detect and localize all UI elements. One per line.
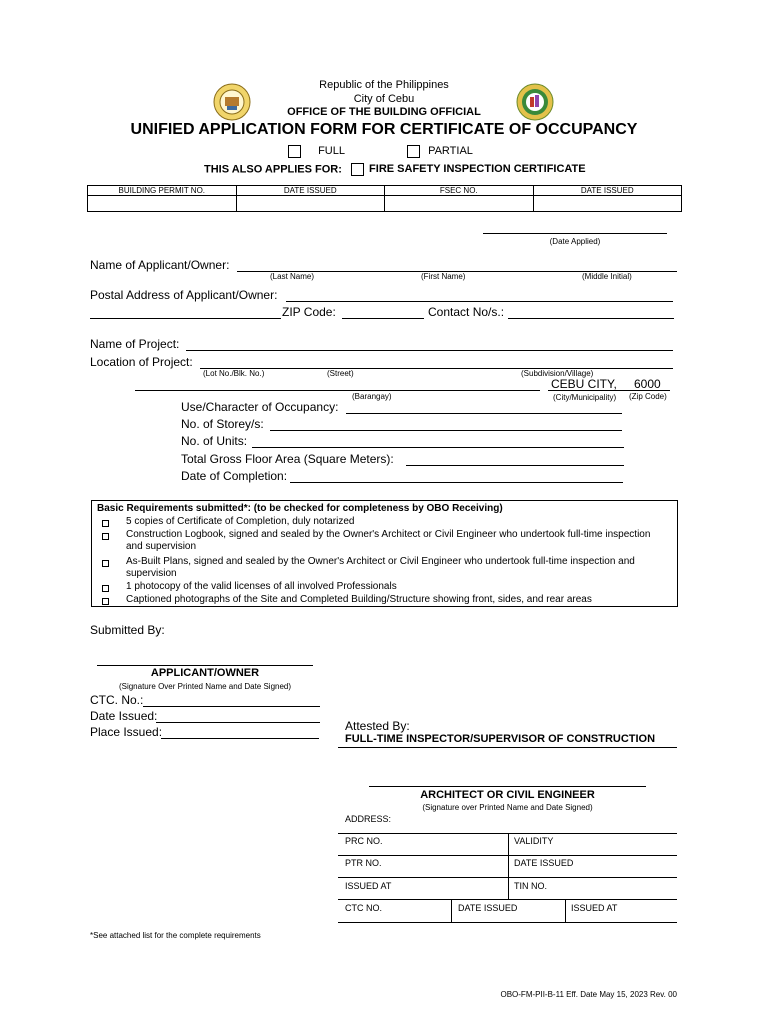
applicant-owner-role: APPLICANT/OWNER [150, 667, 260, 679]
contact-label: Contact No/s.: [428, 305, 505, 319]
requirement-checkbox[interactable] [102, 520, 109, 527]
submitted-by-label: Submitted By: [90, 623, 165, 637]
completion-field[interactable] [290, 482, 623, 483]
prc-label: PRC NO. [345, 836, 383, 846]
requirement-checkbox[interactable] [102, 598, 109, 605]
permit-header-fsec: FSEC NO. [385, 186, 534, 196]
page-title: UNIFIED APPLICATION FORM FOR CERTIFICATE OF OCCUPANCY [130, 121, 638, 138]
address-label: ADDRESS: [345, 814, 392, 824]
footnote: *See attached list for the complete requirements [90, 931, 261, 940]
ptr-label: PTR NO. [345, 858, 382, 868]
date-applied-caption: (Date Applied) [549, 237, 601, 246]
applicant-name-label: Name of Applicant/Owner: [90, 258, 230, 272]
floor-area-label: Total Gross Floor Area (Square Meters): [181, 452, 394, 466]
divider [508, 834, 509, 855]
partial-checkbox[interactable] [407, 145, 420, 158]
completion-label: Date of Completion: [181, 469, 288, 483]
inspector-role: FULL-TIME INSPECTOR/SUPERVISOR OF CONSTRUCTION [345, 733, 656, 745]
ctc-no-label: CTC NO. [345, 903, 382, 913]
requirement-text: 5 copies of Certificate of Completion, duly notarized [126, 516, 355, 527]
subdivision-caption: (Subdivision/Village) [521, 369, 594, 378]
city-text: City of Cebu [353, 93, 415, 105]
contact-field[interactable] [508, 318, 674, 319]
full-option[interactable] [288, 145, 345, 158]
also-applies-label: THIS ALSO APPLIES FOR: [204, 163, 342, 176]
permit-header-date-issued-2: DATE ISSUED [533, 186, 682, 196]
ctc-label: CTC. No.: [90, 693, 144, 707]
fsic-checkbox[interactable] [351, 163, 364, 176]
ctc-field-row[interactable] [338, 922, 677, 923]
applicant-signature-line[interactable] [97, 665, 313, 666]
full-label: FULL [318, 145, 345, 158]
attested-by-label: Attested By: [345, 719, 410, 733]
fsic-label: FIRE SAFETY INSPECTION CERTIFICATE [369, 163, 586, 176]
requirement-text: As-Built Plans, signed and sealed by the Owner's Architect or Civil Engineer who undertook full-time inspection and supervision [126, 556, 635, 579]
issued-at-label: ISSUED AT [345, 881, 392, 891]
divider [565, 900, 566, 922]
postal-address-field[interactable] [286, 301, 673, 302]
project-name-label: Name of Project: [90, 337, 180, 351]
zip-code-field[interactable] [342, 318, 424, 319]
engineer-signature-line[interactable] [369, 786, 646, 787]
permit-table [87, 185, 682, 212]
postal-address-label: Postal Address of Applicant/Owner: [90, 288, 278, 302]
zip-value: 6000 [634, 377, 661, 391]
city-value: CEBU CITY, [551, 377, 617, 391]
date-applied-line[interactable] [483, 233, 667, 234]
partial-option[interactable] [407, 145, 473, 158]
requirement-checkbox[interactable] [102, 585, 109, 592]
permit-header-building-permit: BUILDING PERMIT NO. [88, 186, 237, 196]
applicant-sig-caption: (Signature Over Printed Name and Date Signed) [118, 682, 292, 691]
requirement-text: Captioned photographs of the Site and Completed Building/Structure showing front, sides, and rear areas [126, 594, 592, 605]
requirement-checkbox[interactable] [102, 533, 109, 540]
building-permit-cell[interactable] [88, 196, 237, 212]
date-issued-label: Date Issued: [90, 709, 158, 723]
office-text: OFFICE OF THE BUILDING OFFICIAL [287, 106, 481, 118]
partial-label: PARTIAL [428, 145, 473, 158]
barangay-field[interactable] [135, 390, 540, 391]
occupancy-label: Use/Character of Occupancy: [181, 400, 339, 414]
issued-at-tin-field[interactable] [338, 899, 677, 900]
date-issued-cell[interactable] [236, 196, 385, 212]
date-issued-field[interactable] [156, 722, 320, 723]
city-zip-line [548, 390, 670, 391]
occupancy-field[interactable] [346, 413, 622, 414]
full-checkbox[interactable] [288, 145, 301, 158]
date-issued-cell-2[interactable] [533, 196, 682, 212]
ctc-date-issued-label: DATE ISSUED [458, 903, 518, 913]
form-code: OBO-FM-PII-B-11 Eff. Date May 15, 2023 Rev. 00 [500, 990, 677, 999]
ctc-field[interactable] [143, 706, 320, 707]
zip-code-caption: (Zip Code) [629, 392, 667, 401]
street-caption: (Street) [327, 369, 354, 378]
project-name-field[interactable] [186, 350, 673, 351]
requirements-box [91, 500, 678, 607]
requirement-text: 1 photocopy of the valid licenses of all involved Professionals [126, 581, 397, 592]
project-location-label: Location of Project: [90, 355, 193, 369]
republic-text: Republic of the Philippines [319, 79, 449, 91]
also-applies-row [204, 163, 586, 176]
fsec-cell[interactable] [385, 196, 534, 212]
last-name-caption: (Last Name) [270, 272, 315, 281]
divider [508, 856, 509, 877]
first-name-caption: (First Name) [421, 272, 466, 281]
place-issued-field[interactable] [161, 738, 319, 739]
divider [451, 900, 452, 922]
units-label: No. of Units: [181, 434, 248, 448]
barangay-caption: (Barangay) [352, 392, 392, 401]
requirement-text: Construction Logbook, signed and sealed by the Owner's Architect or Civil Engineer who undertook full-time inspection and supervision [126, 529, 651, 552]
postal-address-field-2[interactable] [90, 318, 281, 319]
middle-initial-caption: (Middle Initial) [582, 272, 632, 281]
floor-area-field[interactable] [406, 465, 624, 466]
validity-label: VALIDITY [514, 836, 554, 846]
divider [508, 878, 509, 899]
engineer-role: ARCHITECT OR CIVIL ENGINEER [420, 789, 595, 801]
ptr-date-issued-label: DATE ISSUED [514, 858, 574, 868]
engineer-sig-caption: (Signature over Printed Name and Date Signed) [422, 803, 593, 812]
place-issued-label: Place Issued: [90, 725, 163, 739]
lot-blk-caption: (Lot No./Blk. No.) [203, 369, 265, 378]
permit-header-date-issued: DATE ISSUED [236, 186, 385, 196]
requirements-title: Basic Requirements submitted*: (to be checked for completeness by OBO Receiving) [97, 503, 503, 514]
units-field[interactable] [252, 447, 624, 448]
storeys-field[interactable] [270, 430, 622, 431]
tin-label: TIN NO. [514, 881, 547, 891]
ctc-issued-at-label: ISSUED AT [571, 903, 618, 913]
requirement-checkbox[interactable] [102, 560, 109, 567]
project-location-field[interactable] [200, 368, 673, 369]
city-municipality-caption: (City/Municipality) [553, 393, 617, 402]
inspector-underline [338, 747, 677, 748]
storeys-label: No. of Storey/s: [181, 417, 264, 431]
zip-code-label: ZIP Code: [282, 305, 336, 319]
